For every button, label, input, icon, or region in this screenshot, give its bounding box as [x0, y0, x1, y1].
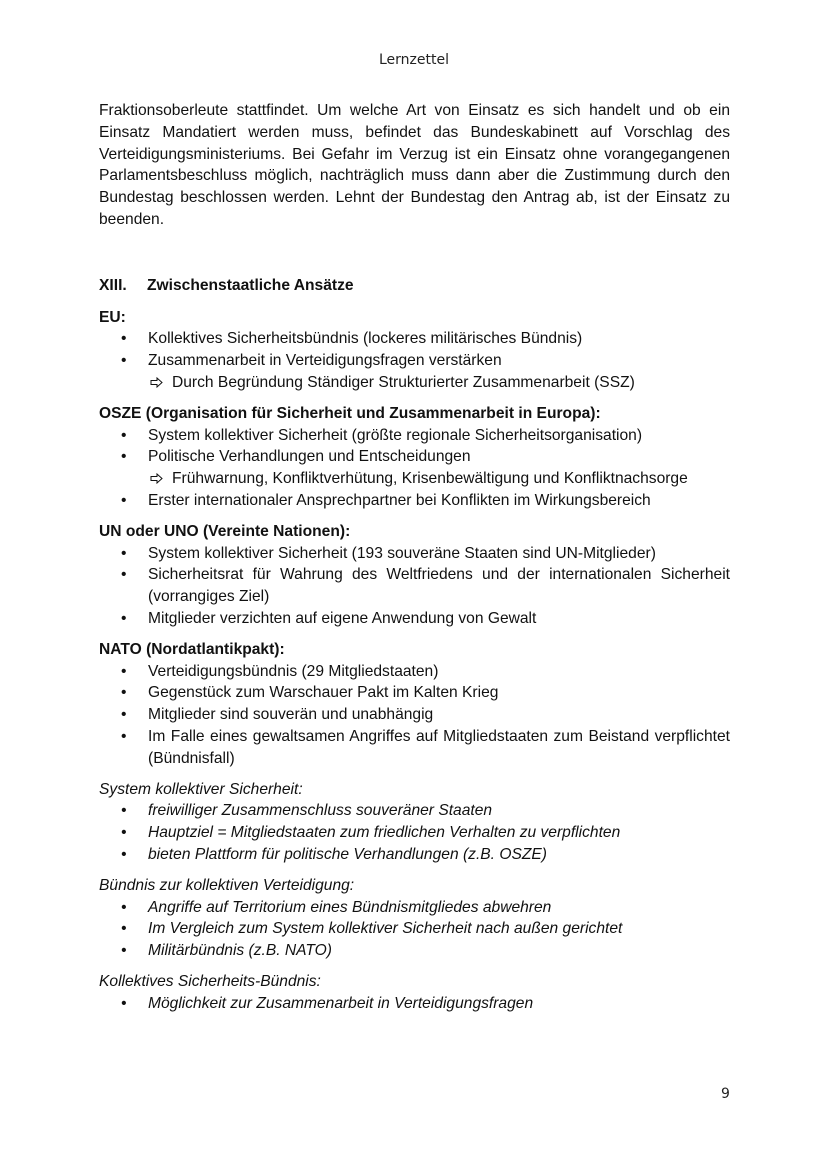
bullet-icon: •: [121, 845, 127, 863]
section-heading: [99, 275, 730, 297]
un-list: [99, 543, 730, 630]
eu-heading: EU:: [99, 308, 126, 326]
bullet-icon: •: [121, 330, 127, 348]
section-number: XIII.: [99, 276, 127, 294]
list-item: • Möglichkeit zur Zusammenarbeit in Verteidigungsfragen: [99, 993, 730, 1015]
bullet-icon: •: [121, 609, 127, 627]
list-item: • System kollektiver Sicherheit (größte regionale Sicherheitsorganisation): [99, 425, 730, 447]
list-item: • Militärbündnis (z.B. NATO): [99, 940, 730, 962]
bullet-icon: •: [121, 684, 127, 702]
list-item: • Gegenstück zum Warschauer Pakt im Kalten Krieg: [99, 682, 730, 704]
list-item: • Mitglieder sind souverän und unabhängig: [99, 704, 730, 726]
system-heading: System kollektiver Sicherheit:: [99, 780, 303, 798]
kollektiv-list: [99, 993, 730, 1015]
sub-item-text: Frühwarnung, Konfliktverhütung, Krisenbewältigung und Konfliktnachsorge: [172, 470, 688, 488]
sub-item-text: Durch Begründung Ständiger Strukturierter Zusammenarbeit (SSZ): [172, 373, 635, 391]
sub-item: [99, 468, 730, 490]
bullet-icon: •: [121, 544, 127, 562]
system-list: [99, 800, 730, 865]
list-item: • Erster internationaler Ansprechpartner bei Konflikten im Wirkungsbereich: [99, 490, 730, 512]
bullet-icon: •: [121, 662, 127, 680]
list-item: • Im Falle eines gewaltsamen Angriffes auf Mitgliedstaaten zum Beistand verpflichtet (Bündnisfall): [121, 727, 730, 767]
list-item: • Hauptziel = Mitgliedstaaten zum friedlichen Verhalten zu verpflichten: [99, 822, 730, 844]
nato-list: [99, 661, 730, 770]
page-header: Lernzettel: [379, 52, 449, 68]
buendnis-list: [99, 897, 730, 962]
bullet-icon: •: [121, 920, 127, 938]
osze-heading: OSZE (Organisation für Sicherheit und Zusammenarbeit in Europa):: [99, 404, 601, 422]
sub-item: [99, 372, 730, 394]
list-item: • freiwilliger Zusammenschluss souveräner Staaten: [99, 800, 730, 822]
list-item: • Kollektives Sicherheitsbündnis (lockeres militärisches Bündnis): [99, 328, 730, 350]
bullet-icon: •: [121, 994, 127, 1012]
list-item: • bieten Plattform für politische Verhandlungen (z.B. OSZE): [99, 844, 730, 866]
arrow-right-icon: [150, 473, 163, 484]
list-item: • Im Vergleich zum System kollektiver Sicherheit nach außen gerichtet: [99, 918, 730, 940]
bullet-icon: •: [121, 448, 127, 466]
bullet-icon: •: [121, 727, 127, 745]
bullet-icon: •: [121, 491, 127, 509]
nato-heading: NATO (Nordatlantikpakt):: [99, 640, 285, 658]
section-title: Zwischenstaatliche Ansätze: [147, 276, 354, 294]
page-number: 9: [721, 1086, 730, 1102]
bullet-icon: •: [121, 802, 127, 820]
buendnis-heading: Bündnis zur kollektiven Verteidigung:: [99, 876, 355, 894]
intro-paragraph: Fraktionsoberleute stattfindet. Um welche Art von Einsatz es sich handelt und ob ein Einsatz Mandatiert werden muss, befindet das Bundeskabinett auf Vorschlag des Verteidigungsministeriums. Bei Gefahr im Verzug ist ein Einsatz ohne vorangegangenen Parlamentsbeschluss möglich, nachträglich muss dann aber die Zustimmung durch den Bundestag beschlossen werden. Lehnt der Bundestag den Antrag ab, ist der Einsatz zu beenden.: [99, 102, 730, 228]
list-item: • Sicherheitsrat für Wahrung des Weltfriedens und der internationalen Sicherheit (vorrangiges Ziel): [121, 566, 730, 606]
list-item: • Zusammenarbeit in Verteidigungsfragen verstärken: [99, 350, 730, 372]
un-heading: UN oder UNO (Vereinte Nationen):: [99, 522, 351, 540]
bullet-icon: •: [121, 426, 127, 444]
list-item: • Mitglieder verzichten auf eigene Anwendung von Gewalt: [99, 608, 730, 630]
page-content: [99, 100, 730, 1014]
bullet-icon: •: [121, 566, 127, 584]
bullet-icon: •: [121, 706, 127, 724]
bullet-icon: •: [121, 352, 127, 370]
list-item: • System kollektiver Sicherheit (193 souveräne Staaten sind UN-Mitglieder): [99, 543, 730, 565]
osze-list-continued: [99, 490, 730, 512]
bullet-icon: •: [121, 898, 127, 916]
list-item: • Politische Verhandlungen und Entscheidungen: [99, 446, 730, 468]
bullet-icon: •: [121, 824, 127, 842]
eu-list: [99, 328, 730, 372]
list-item: • Verteidigungsbündnis (29 Mitgliedstaaten): [99, 661, 730, 683]
kollektiv-heading: Kollektives Sicherheits-Bündnis:: [99, 972, 321, 990]
bullet-icon: •: [121, 942, 127, 960]
list-item: • Angriffe auf Territorium eines Bündnismitgliedes abwehren: [99, 897, 730, 919]
osze-list: [99, 425, 730, 469]
arrow-right-icon: [150, 377, 163, 388]
